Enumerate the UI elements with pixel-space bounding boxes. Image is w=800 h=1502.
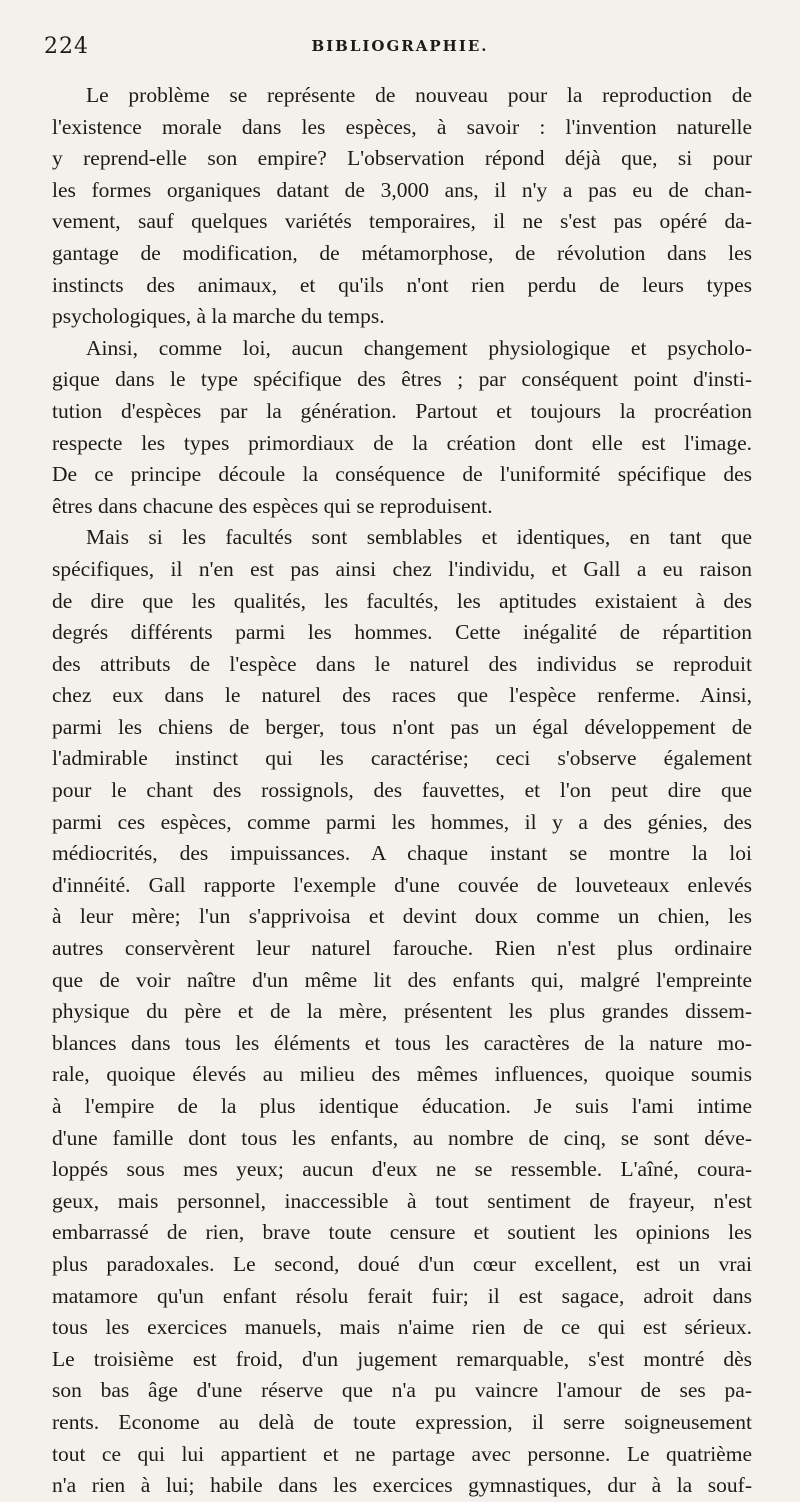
text-line: degrés différents parmi les hommes. Cette inégalité de répartition: [52, 620, 752, 645]
text-line: physique du père et de la mère, présentent les plus grandes dissem-: [52, 999, 752, 1024]
text-line: pour le chant des rossignols, des fauvettes, et l'on peut dire que: [52, 778, 752, 803]
text-line: les formes organiques datant de 3,000 ans, il n'y a pas eu de chan-: [52, 177, 752, 202]
text-line: à l'empire de la plus identique éducation. Je suis l'ami intime: [52, 1094, 752, 1118]
text-line: tout ce qui lui appartient et ne partage avec personne. Le quatrième: [52, 1441, 752, 1466]
text-line: gantage de modification, de métamorphose, de révolution dans les: [52, 240, 752, 265]
text-line: d'une famille dont tous les enfants, au nombre de cinq, se sont déve-: [52, 1125, 752, 1150]
text-line: plus paradoxales. Le second, doué d'un cœur excellent, est un vrai: [52, 1251, 752, 1276]
text-line: y reprend-elle son empire? L'observation répond déjà que, si pour: [52, 146, 752, 171]
text-line: geux, mais personnel, inaccessible à tout sentiment de frayeur, n'est: [52, 1188, 752, 1213]
text-line: tous les exercices manuels, mais n'aime rien de ce qui est sérieux.: [52, 1315, 752, 1340]
text-line: de dire que les qualités, les facultés, les aptitudes existaient à des: [52, 588, 752, 613]
page-number: 224: [44, 34, 89, 59]
text-line: Le problème se représente de nouveau pour la reproduction de: [86, 83, 752, 107]
text-line: matamore qu'un enfant résolu ferait fuir; il est sagace, adroit dans: [52, 1283, 752, 1308]
text-line: embarrassé de rien, brave toute censure et soutient les opinions les: [52, 1220, 752, 1245]
text-line: parmi les chiens de berger, tous n'ont pas un égal développement de: [52, 714, 752, 739]
text-line: spécifiques, il n'en est pas ainsi chez l'individu, et Gall a eu raison: [52, 556, 752, 581]
text-line: êtres dans chacune des espèces qui se reproduisent.: [52, 493, 493, 518]
text-line: à leur mère; l'un s'apprivoisa et devint doux comme un chien, les: [52, 904, 752, 929]
text-line: vement, sauf quelques variétés temporaires, il ne s'est pas opéré da-: [52, 209, 752, 234]
text-line: son bas âge d'une réserve que n'a pu vaincre l'amour de ses pa-: [52, 1378, 752, 1403]
text-line: des attributs de l'espèce dans le naturel des individus se reproduit: [52, 651, 752, 676]
text-line: Le troisième est froid, d'un jugement remarquable, s'est montré dès: [52, 1346, 752, 1371]
text-line: d'innéité. Gall rapporte l'exemple d'une couvée de louveteaux enlevés: [52, 872, 752, 897]
text-line: l'existence morale dans les espèces, à savoir : l'invention naturelle: [52, 114, 752, 139]
text-line: respecte les types primordiaux de la création dont elle est l'image.: [52, 430, 752, 455]
text-line: instincts des animaux, et qu'ils n'ont rien perdu de leurs types: [52, 272, 752, 297]
body-text: [52, 80, 752, 1502]
text-line: Ainsi, comme loi, aucun changement physiologique et psycholo-: [86, 335, 752, 360]
running-head: BIBLIOGRAPHIE.: [311, 37, 489, 55]
text-line: gique dans le type spécifique des êtres ; par conséquent point d'insti-: [52, 367, 752, 392]
text-line: loppés sous mes yeux; aucun d'eux ne se ressemble. L'aîné, coura-: [52, 1157, 752, 1182]
page-header: [0, 34, 800, 64]
text-line: n'a rien à lui; habile dans les exercices gymnastiques, dur à la souf-: [52, 1473, 752, 1498]
text-line: Mais si les facultés sont semblables et identiques, en tant que: [86, 525, 752, 550]
text-line: psychologiques, à la marche du temps.: [52, 304, 385, 329]
text-line: médiocrités, des impuissances. A chaque instant se montre la loi: [52, 841, 752, 866]
text-line: De ce principe découle la conséquence de l'uniformité spécifique des: [52, 462, 752, 487]
text-line: chez eux dans le naturel des races que l'espèce renferme. Ainsi,: [52, 683, 752, 708]
text-line: tution d'espèces par la génération. Partout et toujours la procréation: [52, 398, 752, 423]
text-line: que de voir naître d'un même lit des enfants qui, malgré l'empreinte: [52, 967, 752, 992]
text-line: autres conservèrent leur naturel farouche. Rien n'est plus ordinaire: [52, 936, 752, 961]
text-line: blances dans tous les éléments et tous les caractères de la nature mo-: [52, 1030, 752, 1055]
text-line: parmi ces espèces, comme parmi les hommes, il y a des génies, des: [52, 809, 752, 834]
text-line: l'admirable instinct qui les caractérise; ceci s'observe également: [52, 746, 752, 771]
text-line: rale, quoique élevés au milieu des mêmes influences, quoique soumis: [52, 1062, 752, 1087]
text-line: rents. Econome au delà de toute expression, il serre soigneusement: [52, 1409, 752, 1434]
